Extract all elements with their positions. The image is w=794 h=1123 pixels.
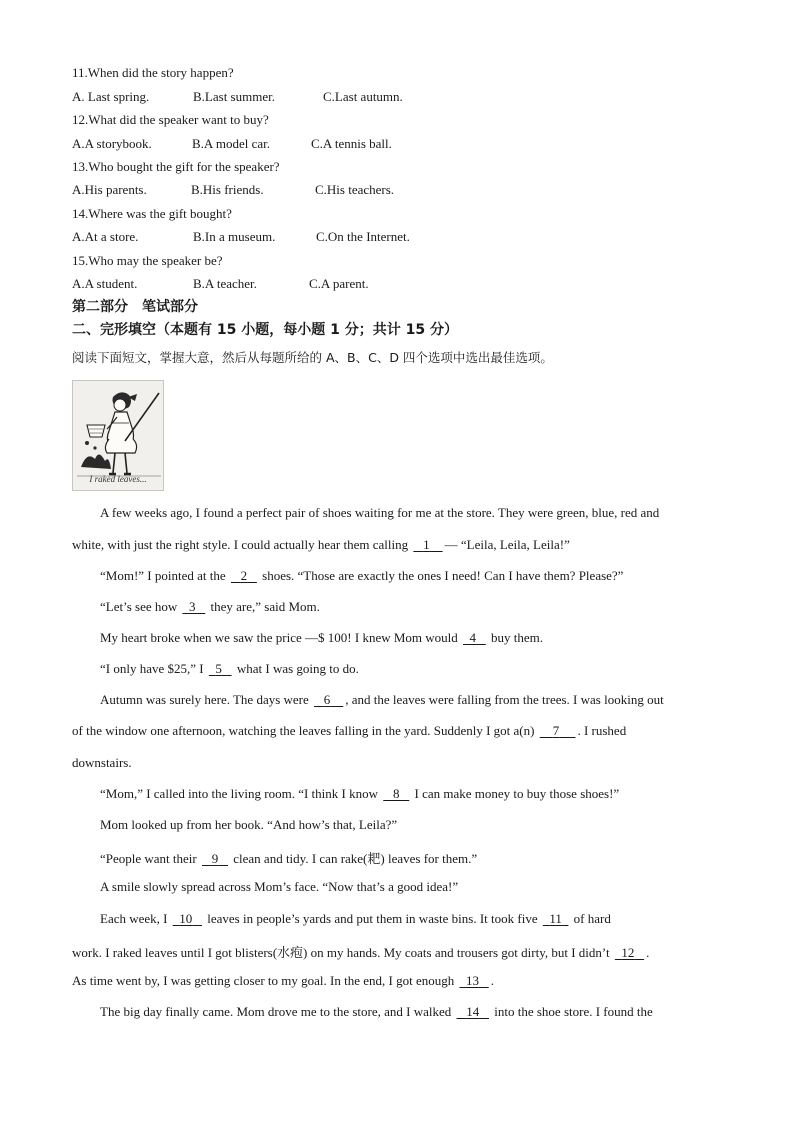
- passage-line: The big day finally came. Mom drove me to the store, and I walked 14 into the shoe store. I found the: [100, 1004, 653, 1019]
- passage-line: Mom looked up from her book. “And how’s that, Leila?”: [100, 817, 398, 832]
- option-14-b: B.In a museum.: [193, 229, 276, 244]
- blank-9: 9: [211, 851, 219, 866]
- option-13-b: B.His friends.: [191, 182, 264, 197]
- option-15-c: C.A parent.: [309, 276, 369, 291]
- option-11-b: B.Last summer.: [193, 89, 275, 104]
- passage-line: work. I raked leaves until I got blisters(水疱) on my hands. My coats and trousers got dirty, but I didn’t 12 .: [72, 945, 650, 960]
- option-13-a: A.His parents.: [72, 182, 147, 197]
- passage-line: “People want their 9 clean and tidy. I can rake(耙) leaves for them.”: [100, 851, 478, 866]
- passage-line: “Mom!” I pointed at the 2 shoes. “Those are exactly the ones I need! Can I have them? Please?”: [100, 568, 624, 583]
- blank-4: 4: [469, 630, 477, 645]
- part-title: 第二部分 笔试部分: [72, 299, 198, 315]
- option-11-a: A. Last spring.: [72, 89, 150, 104]
- option-15-a: A.A student.: [72, 276, 138, 291]
- passage-line: My heart broke when we saw the price —$ 100! I knew Mom would 4 buy them.: [100, 630, 544, 645]
- blank-5: 5: [215, 661, 222, 676]
- option-14-c: C.On the Internet.: [316, 229, 410, 244]
- blank-11: 11: [549, 911, 562, 926]
- passage-line: downstairs.: [72, 755, 132, 770]
- passage-line: “I only have $25,” I 5 what I was going to do.: [100, 661, 359, 676]
- passage-line: of the window one afternoon, watching the leaves falling in the yard. Suddenly I got a(n) 7 . I rushed: [72, 723, 627, 738]
- illustration-caption: I raked leaves...: [89, 474, 147, 484]
- section-title: 二、完形填空（本题有 15 小题，每小题 1 分；共计 15 分）: [72, 322, 458, 338]
- option-14-a: A.At a store.: [72, 229, 139, 244]
- passage-line: white, with just the right style. I could actually hear them calling 1 — “Leila, Leila, Leila!”: [72, 537, 570, 552]
- option-11-c: C.Last autumn.: [323, 89, 403, 104]
- passage-line: “Mom,” I called into the living room. “I think I know 8 I can make money to buy those shoes!”: [100, 786, 620, 801]
- blank-1: 1: [423, 537, 430, 552]
- blank-8: 8: [393, 786, 400, 801]
- illustration-girl-raking: [72, 380, 164, 491]
- question-14: 14.Where was the gift bought?: [72, 206, 232, 221]
- instruction-text: 阅读下面短文，掌握大意，然后从每题所给的 A、B、C、D 四个选项中选出最佳选项。: [72, 350, 553, 365]
- option-12-c: C.A tennis ball.: [311, 136, 392, 151]
- passage-line: “Let’s see how 3 they are,” said Mom.: [100, 599, 320, 614]
- option-12-b: B.A model car.: [192, 136, 270, 151]
- question-12: 12.What did the speaker want to buy?: [72, 112, 269, 127]
- option-12-a: A.A storybook.: [72, 136, 152, 151]
- passage-line: Each week, I 10 leaves in people’s yards and put them in waste bins. It took five 11 of hard: [100, 911, 611, 926]
- option-15-b: B.A teacher.: [193, 276, 257, 291]
- blank-14: 14: [466, 1004, 480, 1019]
- passage-line: As time went by, I was getting closer to my goal. In the end, I got enough 13 .: [72, 973, 494, 988]
- passage-line: Autumn was surely here. The days were 6 , and the leaves were falling from the trees. I was looking out: [100, 692, 664, 707]
- blank-10: 10: [179, 911, 193, 926]
- passage-line: A smile slowly spread across Mom’s face. “Now that’s a good idea!”: [100, 879, 459, 894]
- passage-line: A few weeks ago, I found a perfect pair of shoes waiting for me at the store. They were green, blue, red and: [100, 505, 660, 520]
- question-13: 13.Who bought the gift for the speaker?: [72, 159, 280, 174]
- blank-12: 12: [621, 945, 635, 960]
- blank-3: 3: [189, 599, 196, 614]
- blank-7: 7: [552, 723, 560, 738]
- question-11: 11.When did the story happen?: [72, 65, 234, 80]
- blank-2: 2: [240, 568, 248, 583]
- question-15: 15.Who may the speaker be?: [72, 253, 223, 268]
- blank-13: 13: [465, 973, 479, 988]
- blank-6: 6: [323, 692, 331, 707]
- option-13-c: C.His teachers.: [315, 182, 395, 197]
